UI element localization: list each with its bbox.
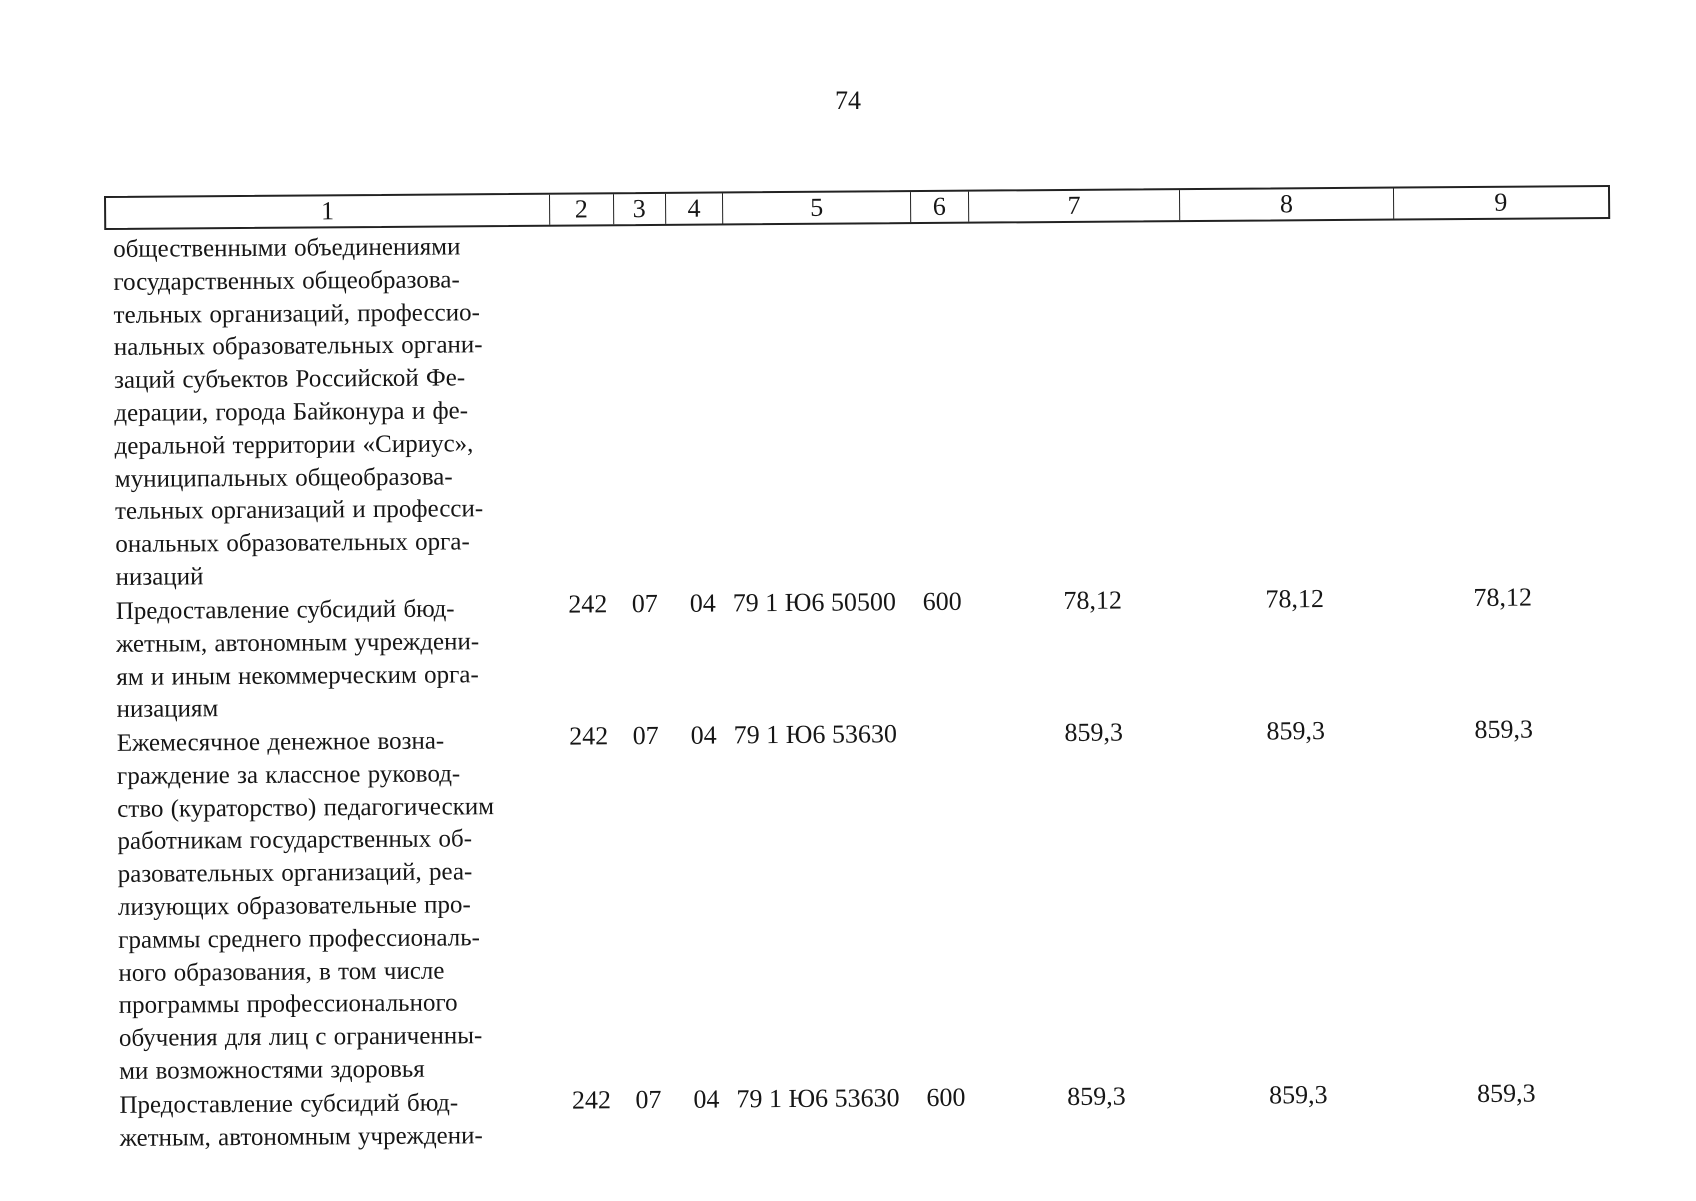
row-4-col-2: 242 xyxy=(566,1084,616,1116)
header-col-8: 8 xyxy=(1179,189,1393,221)
row-3-col-2: 242 xyxy=(564,720,614,752)
header-col-5: 5 xyxy=(722,192,910,223)
row-4-description: Предоставление субсидий бюд- жетным, автономным учреждени- xyxy=(119,1087,549,1156)
header-col-7: 7 xyxy=(968,190,1180,222)
row-4-col-4: 04 xyxy=(680,1083,732,1115)
row-2-col-8: 78,12 xyxy=(1215,583,1375,616)
page-number: 74 xyxy=(0,86,1696,116)
row-4-col-9: 859,3 xyxy=(1426,1077,1586,1110)
row-3-col-9: 859,3 xyxy=(1424,713,1584,746)
row-4-col-5: 79 1 Ю6 53630 xyxy=(736,1082,928,1115)
row-4-col-6: 600 xyxy=(926,1082,982,1114)
header-col-6: 6 xyxy=(910,192,968,222)
row-2-col-5: 79 1 Ю6 50500 xyxy=(733,586,925,619)
header-col-2: 2 xyxy=(549,194,613,224)
row-2-description: Предоставление субсидий бюд- жетным, автономным учреждени- ям и иным некоммерческим орга- низациям xyxy=(116,593,547,727)
row-1-description: общественными объединениями государственных общеобразова- тельных организаций, профессио- нальных образовательных органи- заций субъектов Российской Фе- дерации, города Байконура и фе- деральной территории «Сириус», муниципальных общеобразова- тельных организаций и професси- ональных образовательных орга- низаций xyxy=(113,231,546,595)
row-4-col-3: 07 xyxy=(626,1084,670,1116)
row-3-col-7: 859,3 xyxy=(1014,716,1174,749)
row-3-description: Ежемесячное денежное возна- граждение за классное руковод- ство (кураторство) педагогическим работникам государственных об- разовательных организаций, реа- лизующих образовательные про- граммы среднего профессиональ- ного образования, в том числе программы профессионального обучения для лиц с ограниченны- ми возможностями здоровья xyxy=(117,725,550,1089)
header-col-9: 9 xyxy=(1393,187,1609,219)
row-4-col-7: 859,3 xyxy=(1016,1080,1176,1113)
row-3-col-5: 79 1 Ю6 53630 xyxy=(734,718,926,751)
row-4-col-8: 859,3 xyxy=(1218,1079,1378,1112)
header-col-3: 3 xyxy=(613,194,665,224)
row-2-col-9: 78,12 xyxy=(1423,581,1583,614)
row-2-col-7: 78,12 xyxy=(1013,584,1173,617)
header-col-4: 4 xyxy=(664,193,722,223)
row-2-col-3: 07 xyxy=(623,588,667,620)
row-2-col-4: 04 xyxy=(677,587,729,619)
row-3-col-3: 07 xyxy=(624,720,668,752)
row-3-col-4: 04 xyxy=(678,719,730,751)
header-col-1: 1 xyxy=(106,195,549,228)
row-2-col-6: 600 xyxy=(923,586,979,618)
row-3-col-8: 859,3 xyxy=(1216,715,1376,748)
row-2-col-2: 242 xyxy=(563,588,613,620)
